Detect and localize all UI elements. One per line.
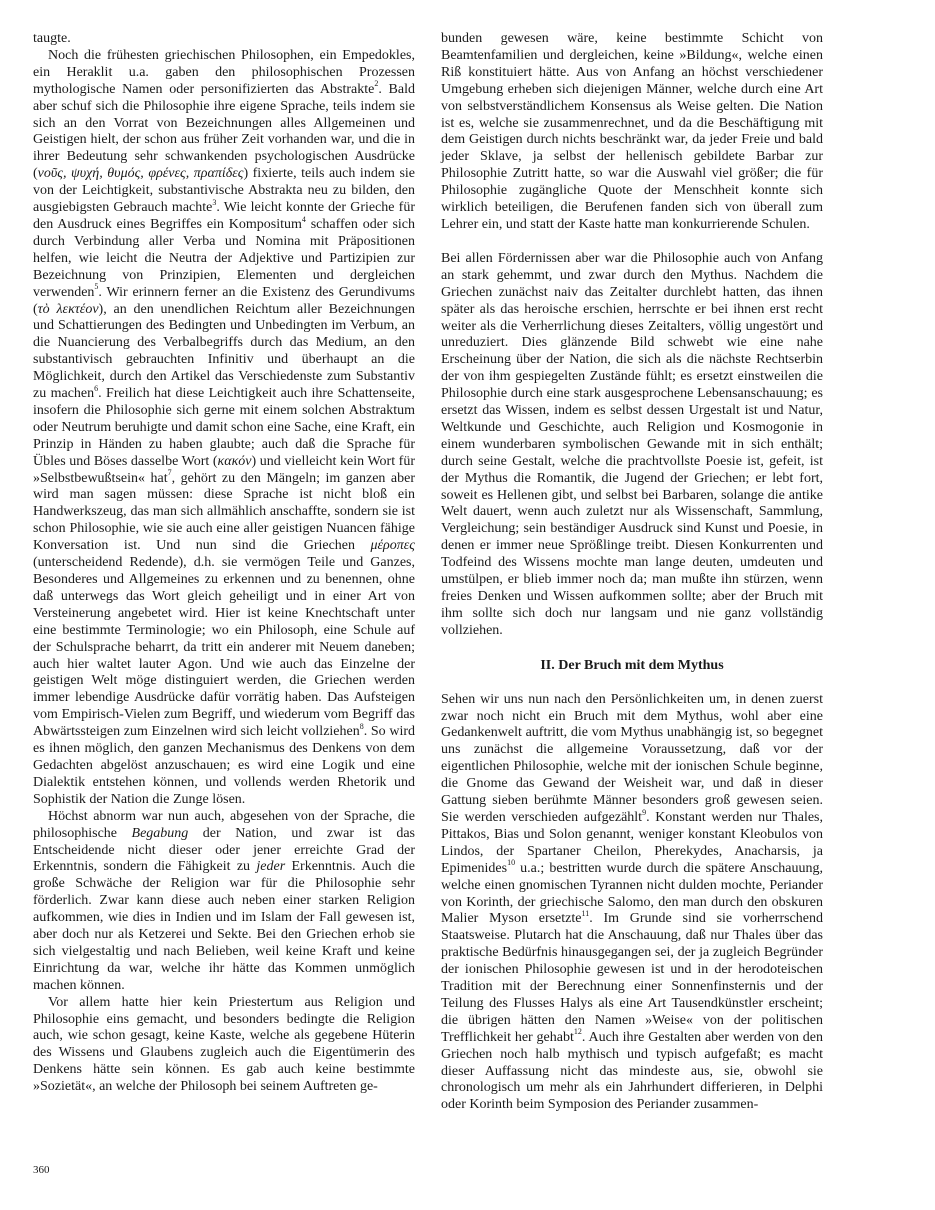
paragraph: Bei allen Fördernissen aber war die Philosophie auch von Anfang an stark gehemmt, und zwar durch den Mythus. Nachdem die Griechen zunächst naiv das Zeitalter durchlebt hatten, das ihnen später als das heroische erschien, herrschte er bei ihnen erst recht weiter als die Verherrlichung dieses Zeitalters, völlig ungestört und unreduziert. Dies glänzende Bild schwebt wie eine nahe Erscheinung über der Nation, die sich als die nächste Rechtserbin der von ihm gespiegelten Zustände fühlt; es ersetzt einstweilen die Philosophie durch eine stark ausgesprochene Lebensanschauung; es ersetzt das Wissen, indem es selbst dessen Urgestalt ist und Natur, Weltkunde und Geschichte, auch Religion und Kosmogonie in einem wunderbaren symbolischen Gewande mit in sich enthält; durch seine Gestalt, welche die prachtvollste Poesie ist, gefeit, ist der Mythus die Romantik, die Jugend der Griechen; er lebt fort, soweit es Hellenen gibt, und selbst bei Barbaren, solange die antike Welt dauert, wenn auch zuletzt nur als Wissenschaft, Sammlung, Vergleichung; sein beständiger Ausdruck sind Kunst und Poesie, in denen er immer neue Sprößlinge treibt. Diesen Konkurrenten und Todfeind des Wissens mochte man lange deuten, umdeuten und umstülpen, er blieb immer noch da; man mußte ihn stürzen, wenn freies Denken und Wissen aufkommen sollte; aber der Bruch mit ihm sollte sich doch nur langsam und nie ganz vollständig vollziehen. (441, 250, 823, 638)
paragraph: Noch die frühesten griechischen Philosophen, ein Empedokles, ein Heraklit u.a. gaben den philosophischen Prozessen mythologische Namen oder personifizierten das Abstrakte$^2$. Bald aber schuf sich die Philosophie ihre eigene Sprache, teils indem sie sich an den Vorrat von Bezeichnungen alles Allgemeinen und Geistigen hielt, der schon aus früher Zeit vorhanden war, und die in ihrer Bedeutung sehr schwankenden psychologischen Ausdrücke (νοῦς, ψυχή, θυμός, φρένες, πραπίδες) fixierte, teils auch indem sie von der Leichtigkeit, substantivische Abstrakta neu zu bilden, den ausgiebigsten Gebrauch machte$^3$. Wie leicht konnte der Grieche für den Ausdruck eines Begriffes ein Kompositum$^4$ schaffen oder sich durch Verbindung aller Verba und Nomina mit Präpositionen helfen, wie leicht die Neutra der Adjektive und Partizipien zur Bezeichnung von Prinzipien, Elementen und dergleichen verwenden$^5$. Wir erinnern ferner an die Existenz des Gerundivums (τὸ λεκτέον), an den unendlichen Reichtum aller Bezeichnungen und Schattierungen des Bedingten und Unbedingten im Verbum, an die Nuancierung des Verbalbegriffs durch das Medium, an den substantivisch gebrauchten Infinitiv und überhaupt an die Möglichkeit, durch den Artikel das Verschiedenste zum Substantiv zu machen$^6$. Freilich hat diese Leichtigkeit auch ihre Schattenseite, insofern die Philosophie sich gerne mit einem solchen Abstraktum oder Neutrum beruhigte und damit schon eine Sache, eine Kraft, ein Prinzip in Händen zu haben glaubte; auch daß die Sprache für Übles und Böses dasselbe Wort (κακόν) und vielleicht kein Wort für »Selbstbewußtsein« hat$^7$, gehört zu den Mängeln; im ganzen aber wird man sagen müssen: diese Sprache ist nicht bloß ein Handwerkszeug, das man sich allmählich anschaffte, sondern sie ist schon Philosophie, wie sie auch eine aller geistigen Nuancen fähige Konversation ist. Und nun sind die Griechen μέροπες (unterscheidend Redende), d.h. sie vermögen Teile und Ganzes, Besonderes und Allgemeines zu erkennen und zu benennen, ohne daß unterwegs das Wort gleich geheiligt und in einer Art von Versteinerung angebetet wird. Hier ist keine Knechtschaft unter eine bestimmte Terminologie; wo ein Philosoph, eine Schule auf der Schulsprache beharrt, da tritt ein anderer mit Neuem daneben; auch hier waltet lauter Agon. Und wie auch das Einzelne der geistigen Welt möge distinguiert werden, die Griechen werden immer lebendige Ausdrücke dafür vorrätig haben. Das Aufsteigen vom Empirisch-Vielen zum Begriff, und wiederum vom Begriff das Abwärtssteigen zum Einzelnen wird sich leicht vollziehen$^8$. So wird es ihnen möglich, den ganzen Mechanismus des Denkens von dem Gedachten abgelöst anzuschauen; es wird eine Logik und eine Dialektik entstehen können, und vollends werden Rhetorik und Sophistik der Nation die Zunge lösen. (33, 47, 416, 807)
left-column (33, 31, 415, 1096)
right-column (441, 31, 823, 1114)
page-number: 360 (33, 1164, 50, 1176)
paragraph: Sehen wir uns nun nach den Persönlichkeiten um, in denen zuerst zwar noch nicht ein Bruch mit dem Mythus, wohl aber eine Gedankenwelt auftritt, die vom Mythus unabhängig ist, so begegnet uns zunächst die allgemeine Voraussetzung, daß vor der eigentlichen Philosophie, welche mit der ionischen Schule beginne, die Gnome das Gewand der Weisheit war, und daß in dieser Gattung sieben berühmte Männer besonders groß gewesen seien. Sie werden verschieden aufgezählt$^9$. Konstant werden nur Thales, Pittakos, Bias und Solon genannt, weniger konstant Kleobulos von Lindos, der Spartaner Cheilon, Pherekydes, Anacharsis, ja Epimenides$^{10}$ u.a.; bestritten wurde durch die spätere Anschauung, welche einen gnomischen Tyrannen nicht dulden mochte, Periander von Korinth, der griechische Salomo, den man durch den obskuren Malier Myson ersetzte$^{11}$. Im Grunde sind sie vorherrschend Staatsweise. Plutarch hat die Anschauung, daß nur Thales über das praktische Bedürfnis hinausgegangen sei, der ja zugleich Begründer der ionischen Philosophie gewesen ist und in der herodoteischen Tradition mit der Berechnung einer Sonnenfinsternis und der Teilung des Flusses Halys als eine Art Tausendkünstler erscheint; die übrigen hätten den Namen »Weise« von der politischen Trefflichkeit her gehabt$^{12}$. Auch ihre Gestalten aber werden von den Griechen noch halb mythisch und typisch aufgefaßt; es macht dieser Auffassung nicht das mindeste aus, sie, obwohl sie chronologisch um mehr als ein Jahrhundert differieren, in Delphi oder Korinth beim Symposion des Periander zusammen- (441, 691, 823, 1113)
paragraph: taugte. (33, 31, 71, 46)
paragraph: bunden gewesen wäre, keine bestimmte Schicht von Beamtenfamilien und dergleichen, keine »Bildung«, welche einen Riß konstituiert hätte. Aus von Anfang an höchst verschiedener Umgebung erheben sich diejenigen Männer, welche durch eine Art von selbstverständlichem Konsensus als Weise gelten. Die Nation ist es, welche sie zusammenrechnet, und da die Beschäftigung mit dem Geistigen durch nichts beschränkt war, da jeder Freie und bald jeder Sklave, ja selbst der hellenisch gebildete Barbar zur Philosophie Zutritt hatte, so war die Auswahl viel größer; die für Philosophie zugängliche Quote der Menschheit konnte sich wirklich beteiligen, die Berufenen fanden sich von überall zum Lehrer ein, und statt der Kaste hatte man konkurrierende Schulen. (441, 31, 823, 232)
section-heading: II. Der Bruch mit dem Mythus (540, 657, 724, 673)
paragraph: Höchst abnorm war nun auch, abgesehen von der Sprache, die philosophische Begabung der Nation, und zwar ist das Entscheidende nicht dieser oder jener erreichte Grad der Erkenntnis, sondern die Fähigkeit zu jeder Erkenntnis. Auch die große Schwäche der Religion war für die Philosophie sehr förderlich. Zwar kann diese auch neben einer starken Religion aufkommen, wie dies in Indien und im Islam der Fall gewesen ist, aber doch nur als Ketzerei und Sekte. Bei den Griechen erhob sie sich vielgestaltig und nach Belieben, weil keine Kraft und keine Einrichtung da war, welche ihr hätte das Kommen unmöglich machen können. (33, 808, 415, 993)
paragraph: Vor allem hatte hier kein Priestertum aus Religion und Philosophie eins gemacht, und besonders bedingte die Religion auch, wie schon gesagt, keine Kaste, welche als gegebene Hüterin des Wissens und Glaubens zugleich auch die Eigentümerin des Denkens hätte sein können. Es gab auch keine bestimmte »Sozietät«, an welche der Philosoph bei seinem Auftreten ge- (33, 994, 415, 1095)
